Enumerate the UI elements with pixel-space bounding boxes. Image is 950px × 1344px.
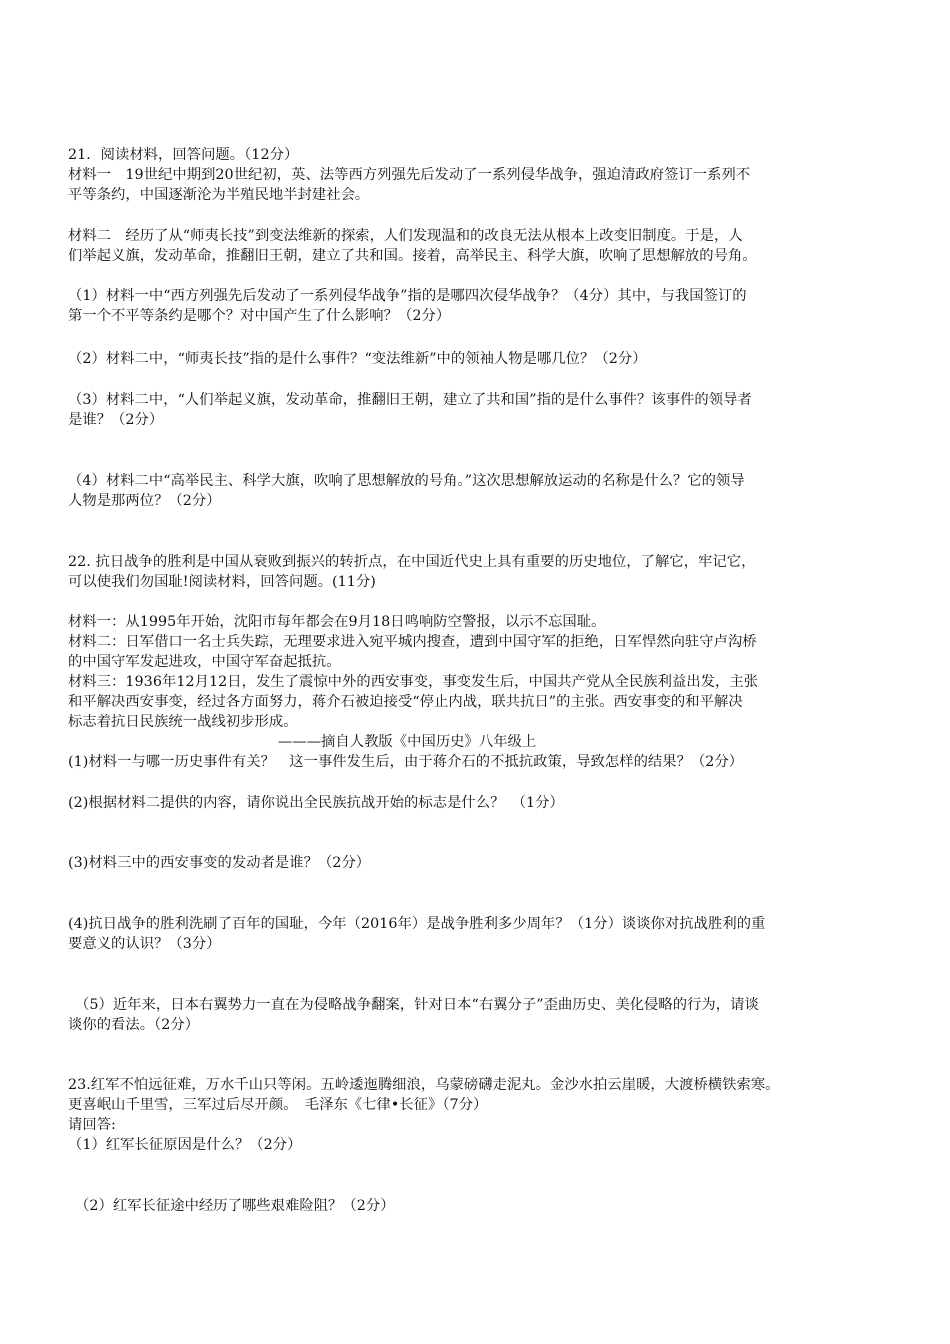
q22-material-3-line-1: 材料三：1936年12月12日，发生了震惊中外的西安事变，事变发生后，中国共产党从全民族利益出发，主张 — [68, 674, 759, 690]
q23-sub-2: （2）红军长征途中经历了哪些艰难险阻？（2分） — [75, 1198, 395, 1214]
q21-sub-4-line-2: 人物是那两位？（2分） — [68, 493, 221, 509]
q22-material-1: 材料一：从1995年开始，沈阳市每年都会在9月18日鸣响防空警报，以示不忘国耻。 — [68, 614, 606, 630]
q23-poem-line-1: 23.红军不怕远征难，万水千山只等闲。五岭逶迤腾细浪，乌蒙磅礴走泥丸。金沙水拍云崖暖，大渡桥横铁索寒。 — [68, 1077, 780, 1093]
q22-material-2-line-2: 的中国守军发起进攻，中国守军奋起抵抗。 — [68, 654, 341, 670]
q22-sub-4-line-1: (4)抗日战争的胜利洗刷了百年的国耻，今年（2016年）是战争胜利多少周年？（1分）谈谈你对抗战胜利的重 — [68, 916, 766, 932]
q22-stem-line-2: 可以使我们勿国耻!阅读材料，回答问题。(11分) — [68, 574, 376, 590]
q21-material-2-line-1: 材料二 经历了从“师夷长技”到变法维新的探索，人们发现温和的改良无法从根本上改变旧制度。于是，人 — [68, 228, 743, 244]
q23-sub-1: （1）红军长征原因是什么？（2分） — [68, 1137, 302, 1153]
q22-sub-3: (3)材料三中的西安事变的发动者是谁？（2分） — [68, 855, 371, 871]
q22-material-2-line-1: 材料二：日军借口一名士兵失踪，无理要求进入宛平城内搜查，遭到中国守军的拒绝，日军悍然向驻守卢沟桥 — [68, 634, 757, 650]
q22-sub-5-line-1: （5）近年来，日本右翼势力一直在为侵略战争翻案，针对日本“右翼分子”歪曲历史、美化侵略的行为，请谈 — [75, 997, 759, 1013]
q21-stem: 21．阅读材料，回答问题。（12分） — [68, 147, 299, 163]
q23-prompt: 请回答: — [68, 1117, 116, 1133]
q23-poem-line-2: 更喜岷山千里雪，三军过后尽开颜。 毛泽东《七律•长征》（7分） — [68, 1097, 488, 1113]
q21-sub-1-line-2: 第一个不平等条约是哪个？对中国产生了什么影响？（2分） — [68, 308, 451, 324]
q21-material-2-line-2: 们举起义旗，发动革命，推翻旧王朝，建立了共和国。接着，高举民主、科学大旗，吹响了思想解放的号角。 — [68, 248, 757, 264]
q21-material-1-line-1: 材料一 19世纪中期到20世纪初，英、法等西方列强先后发动了一系列侵华战争，强迫清政府签订一系列不 — [68, 167, 751, 183]
q22-sub-1: (1)材料一与哪一历史事件有关？ 这一事件发生后，由于蒋介石的不抵抗政策，导致怎样的结果？（2分） — [68, 754, 744, 770]
q21-sub-2: （2）材料二中，“师夷长技”指的是什么事件？“变法维新”中的领袖人物是哪几位？（2分） — [68, 351, 647, 367]
q22-material-3-line-2: 和平解决西安事变，经过各方面努力，蒋介石被迫接受“停止内战，联共抗日”的主张。西安事变的和平解决 — [68, 694, 743, 710]
q22-sub-4-line-2: 要意义的认识？（3分） — [68, 936, 221, 952]
q21-sub-4-line-1: （4）材料二中“高举民主、科学大旗，吹响了思想解放的号角。”这次思想解放运动的名称是什么？它的领导 — [68, 473, 745, 489]
q22-source-citation: ———摘自人教版《中国历史》八年级上 — [278, 734, 537, 750]
q21-sub-3-line-1: （3）材料二中，“人们举起义旗，发动革命，推翻旧王朝，建立了共和国”指的是什么事件？该事件的领导者 — [68, 392, 752, 408]
q22-sub-2: (2)根据材料二提供的内容，请你说出全民族抗战开始的标志是什么？ （1分） — [68, 795, 564, 811]
q21-material-1-line-2: 平等条约，中国逐渐沦为半殖民地半封建社会。 — [68, 187, 370, 203]
q21-sub-3-line-2: 是谁？（2分） — [68, 412, 164, 428]
q22-sub-5-line-2: 谈你的看法。（2分） — [68, 1017, 200, 1033]
q22-material-3-line-3: 标志着抗日民族统一战线初步形成。 — [68, 714, 298, 730]
q22-stem-line-1: 22. 抗日战争的胜利是中国从衰败到振兴的转折点，在中国近代史上具有重要的历史地位，了解它，牢记它， — [68, 554, 756, 570]
q21-sub-1-line-1: （1）材料一中“西方列强先后发动了一系列侵华战争”指的是哪四次侵华战争？（4分）其中，与我国签订的 — [68, 288, 747, 304]
